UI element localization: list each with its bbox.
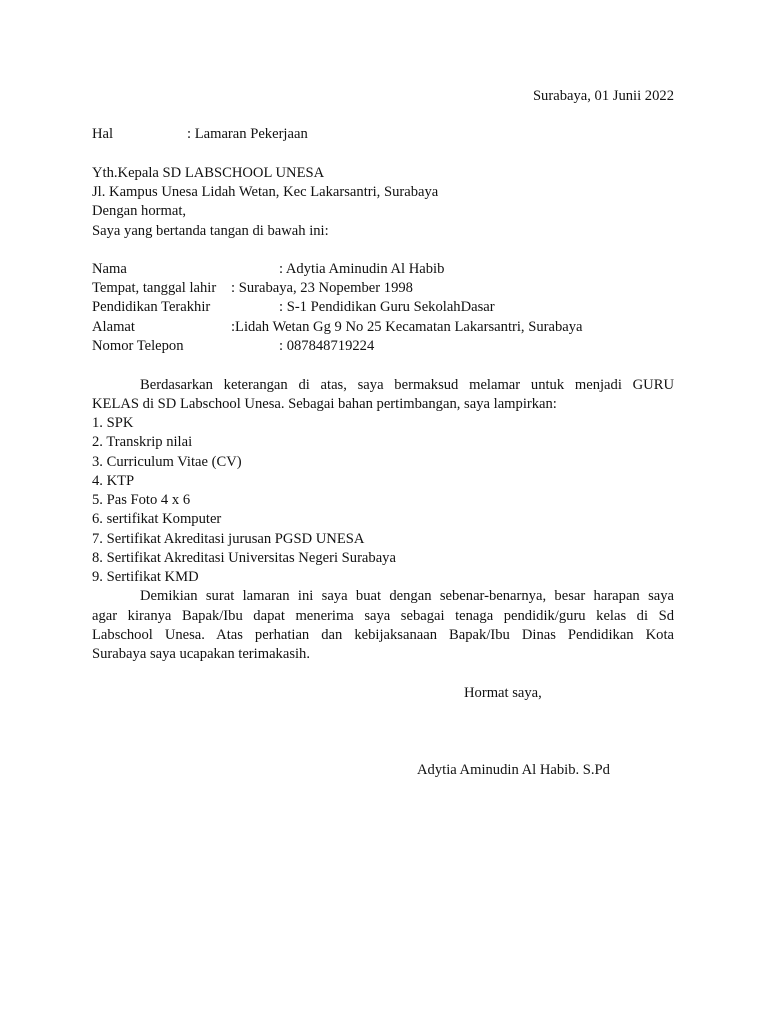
paragraph-2-line-1: Demikian surat lamaran ini saya buat dengan sebenar-benarnya, besar harapan saya (140, 588, 674, 604)
identity-label-education: Pendidikan Terakhir (92, 299, 211, 315)
subject-label: Hal (92, 126, 114, 142)
paragraph-2-line-4: Surabaya saya ucapakan terimakasih. (92, 646, 311, 662)
attachment-item: 3. Curriculum Vitae (CV) (92, 454, 242, 470)
attachment-item: 2. Transkrip nilai (92, 434, 193, 450)
attachment-item: 4. KTP (92, 473, 135, 489)
identity-label-phone: Nomor Telepon (92, 338, 184, 354)
attachment-item: 6. sertifikat Komputer (92, 511, 222, 527)
paragraph-1-line-1: Berdasarkan keterangan di atas, saya bermaksud melamar untuk menjadi GURU (140, 377, 674, 393)
identity-label-birth: Tempat, tanggal lahir (92, 280, 217, 296)
intro-line: Saya yang bertanda tangan di bawah ini: (92, 223, 329, 239)
closing: Hormat saya, (464, 685, 542, 701)
identity-value-phone: : 087848719224 (279, 338, 375, 354)
attachment-item: 8. Sertifikat Akreditasi Universitas Negeri Surabaya (92, 550, 396, 566)
recipient-address: Jl. Kampus Unesa Lidah Wetan, Kec Lakarsantri, Surabaya (92, 184, 439, 200)
paragraph-2-line-3: Labschool Unesa. Atas perhatian dan kebijaksanaan Bapak/Ibu Dinas Pendidikan Kota (92, 627, 674, 643)
identity-value-birth: : Surabaya, 23 Nopember 1998 (231, 280, 413, 296)
attachment-item: 7. Sertifikat Akreditasi jurusan PGSD UNESA (92, 531, 365, 547)
identity-value-name: : Adytia Aminudin Al Habib (279, 261, 445, 277)
identity-value-education: : S-1 Pendidikan Guru SekolahDasar (279, 299, 495, 315)
identity-label-name: Nama (92, 261, 127, 277)
place-date: Surabaya, 01 Junii 2022 (532, 88, 674, 104)
paragraph-1-line-2: KELAS di SD Labschool Unesa. Sebagai bahan pertimbangan, saya lampirkan: (92, 396, 557, 412)
identity-label-address: Alamat (92, 319, 135, 335)
attachment-item: 9. Sertifikat KMD (92, 569, 199, 585)
attachment-item: 5. Pas Foto 4 x 6 (92, 492, 191, 508)
identity-value-address: :Lidah Wetan Gg 9 No 25 Kecamatan Lakarsantri, Surabaya (231, 319, 583, 335)
salutation: Dengan hormat, (92, 203, 187, 219)
paragraph-2-line-2: agar kiranya Bapak/Ibu dapat menerima saya sebagai tenaga pendidik/guru kelas di Sd (92, 608, 674, 624)
attachment-item: 1. SPK (92, 415, 134, 431)
signature-name: Adytia Aminudin Al Habib. S.Pd (417, 762, 610, 778)
subject-value: : Lamaran Pekerjaan (187, 126, 308, 142)
recipient-title: Yth.Kepala SD LABSCHOOL UNESA (92, 165, 325, 181)
